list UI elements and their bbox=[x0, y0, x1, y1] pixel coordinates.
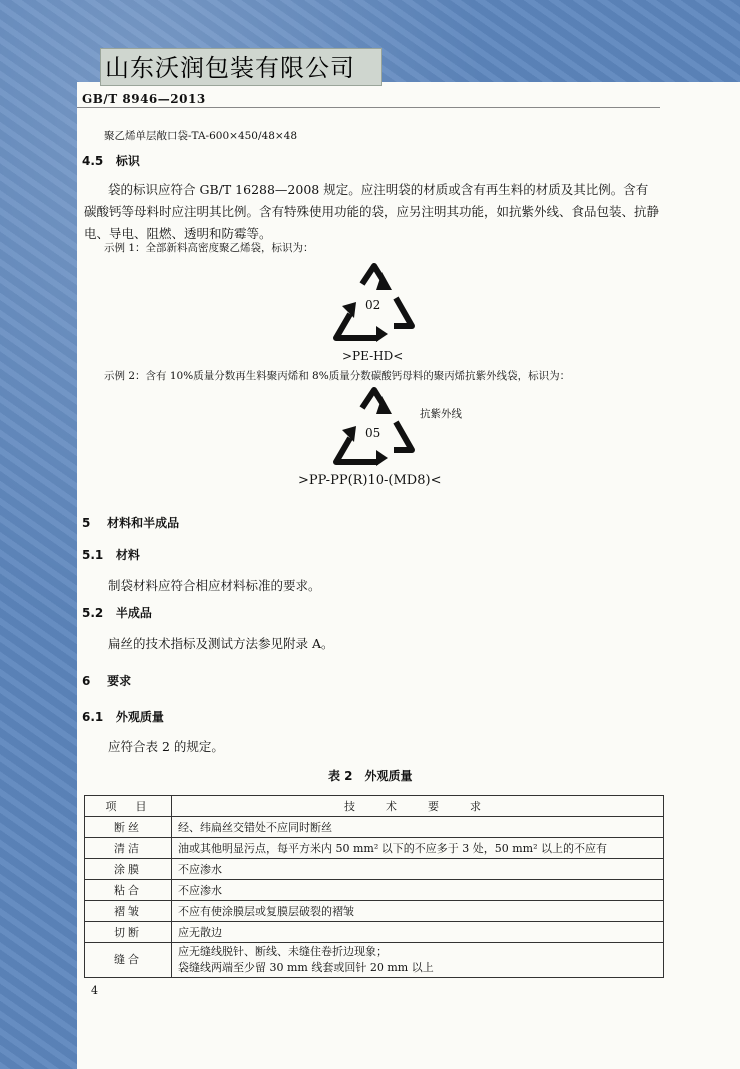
section-5-2-text: 扁丝的技术指标及测试方法参见附录 A。 bbox=[108, 636, 334, 651]
table-header-cell: 技 术 要 求 bbox=[172, 796, 664, 817]
example-2-label: 示例 2：含有 10%质量分数再生料聚丙烯和 8%质量分数碳酸钙母料的聚丙烯抗紫外线袋，标识为： bbox=[104, 370, 571, 382]
section-title: 标识 bbox=[115, 154, 140, 168]
paragraph-line: 电、导电、阻燃、透明和防霉等。 bbox=[84, 226, 272, 241]
table-row bbox=[85, 943, 664, 978]
example-marking: 聚乙烯单层敞口袋-TA-600×450/48×48 bbox=[104, 130, 298, 142]
material-marking: >PP-PP(R)10-(MD8)< bbox=[298, 473, 442, 488]
table-row bbox=[85, 838, 664, 859]
brand-watermark: 山东沃润包装有限公司 bbox=[100, 48, 382, 86]
table-row bbox=[85, 817, 664, 838]
table-item-cell: 粘合 bbox=[85, 880, 172, 901]
table-header-row bbox=[85, 796, 664, 817]
table-requirement-cell: 不应渗水 bbox=[172, 880, 664, 901]
section-4-5-heading bbox=[82, 152, 140, 169]
standard-id: GB/T 8946—2013 bbox=[82, 92, 206, 106]
table-requirement-cell bbox=[172, 943, 664, 978]
table-item-cell: 清洁 bbox=[85, 838, 172, 859]
table-item-cell: 断丝 bbox=[85, 817, 172, 838]
appearance-quality-table bbox=[84, 795, 664, 978]
section-title: 材料和半成品 bbox=[107, 516, 180, 530]
table-requirement-cell: 油或其他明显污点，每平方米内 50 mm² 以下的不应多于 3 处，50 mm² 以上的不应有 bbox=[172, 838, 664, 859]
page-number: 4 bbox=[91, 984, 98, 997]
section-number: 5.2 bbox=[82, 606, 104, 620]
table-requirement-cell: 经、纬扁丝交错处不应同时断丝 bbox=[172, 817, 664, 838]
section-number: 6 bbox=[82, 674, 91, 688]
function-annotation: 抗紫外线 bbox=[420, 408, 462, 420]
table-item-cell: 褶皱 bbox=[85, 901, 172, 922]
section-5-1-heading bbox=[82, 546, 140, 563]
resin-code: 02 bbox=[365, 298, 381, 312]
table-row bbox=[85, 922, 664, 943]
section-number: 5.1 bbox=[82, 548, 104, 562]
section-number: 5 bbox=[82, 516, 91, 530]
section-title: 半成品 bbox=[115, 606, 152, 620]
requirement-line: 应无缝线脱针、断线、未缝住卷折边现象； bbox=[178, 945, 387, 958]
table-item-cell: 缝合 bbox=[85, 943, 172, 978]
section-number: 6.1 bbox=[82, 710, 104, 724]
section-title: 要求 bbox=[107, 674, 132, 688]
table-requirement-cell: 不应渗水 bbox=[172, 859, 664, 880]
table-row bbox=[85, 859, 664, 880]
material-marking: >PE-HD< bbox=[342, 349, 404, 363]
section-5-2-heading bbox=[82, 604, 152, 621]
section-number: 4.5 bbox=[82, 154, 104, 168]
section-6-heading bbox=[82, 672, 131, 689]
section-title: 材料 bbox=[115, 548, 140, 562]
section-5-heading bbox=[82, 514, 179, 531]
table-item-cell: 切断 bbox=[85, 922, 172, 943]
example-1-label: 示例 1：全部新料高密度聚乙烯袋，标识为： bbox=[104, 242, 314, 254]
table-requirement-cell: 应无散边 bbox=[172, 922, 664, 943]
table-row bbox=[85, 880, 664, 901]
section-5-1-text: 制袋材料应符合相应材料标准的要求。 bbox=[108, 578, 321, 593]
table-item-cell: 涂膜 bbox=[85, 859, 172, 880]
table-requirement-cell: 不应有使涂膜层或复膜层破裂的褶皱 bbox=[172, 901, 664, 922]
table-header-cell: 项 目 bbox=[85, 796, 172, 817]
requirement-line: 袋缝线两端至少留 30 mm 线套或回针 20 mm 以上 bbox=[178, 961, 434, 974]
header-rule bbox=[77, 107, 660, 108]
paragraph-line: 碳酸钙等母料时应注明其比例。含有特殊使用功能的袋，应另注明其功能，如抗紫外线、食品包装、抗静 bbox=[84, 204, 660, 219]
paragraph-line: 袋的标识应符合 GB/T 16288—2008 规定。应注明袋的材质或含有再生料的材质及其比例。含有 bbox=[108, 182, 649, 197]
table-caption: 表 2 外观质量 bbox=[328, 769, 413, 783]
table-row bbox=[85, 901, 664, 922]
section-6-1-text: 应符合表 2 的规定。 bbox=[108, 739, 224, 754]
resin-code: 05 bbox=[365, 426, 381, 440]
section-6-1-heading bbox=[82, 708, 164, 725]
section-title: 外观质量 bbox=[115, 710, 164, 724]
section-4-5-paragraph bbox=[84, 179, 664, 245]
